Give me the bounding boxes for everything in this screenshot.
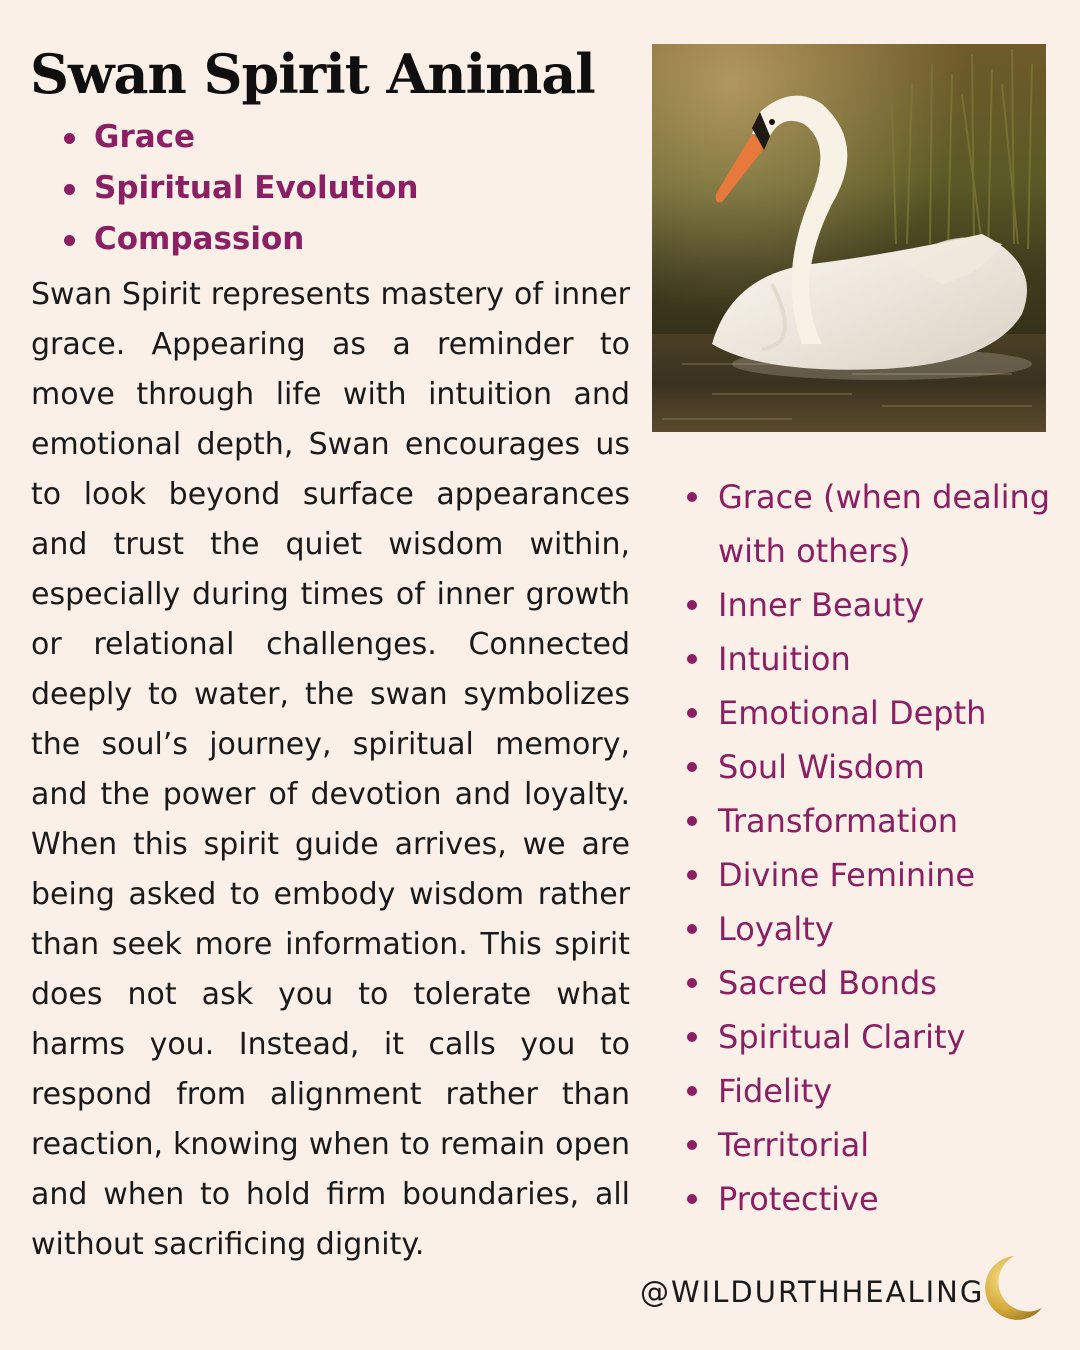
description-paragraph: Swan Spirit represents mastery of inner grace. Appearing as a reminder to move through life with intuition and emotional depth, Swan encourages us to look beyond surface appearances and trust the quiet wisdom within, especially during times of inner growth or relational challenges. Connected deeply to water, the swan symbolizes the soul’s journey, spiritual memory, and the power of devotion and loyalty. When this spirit guide arrives, we are being asked to embody wisdom rather than seek more information. This spirit does not ask you to tolerate what harms you. Instead, it calls you to respond from alignment rather than reaction, knowing when to remain open and when to hold firm boundaries, all without sacrificing dignity. [31,277,630,1262]
attribute-item: Soul Wisdom [686,740,1056,794]
attribute-item: Territorial [686,1118,1056,1172]
attribute-item: Grace (when dealing with others) [686,470,1056,578]
attribute-item: Transformation [686,794,1056,848]
attribute-item: Divine Feminine [686,848,1056,902]
attribute-item: Emotional Depth [686,686,1056,740]
attribute-item: Sacred Bonds [686,956,1056,1010]
attribute-item: Protective [686,1172,1056,1226]
attribute-item: Intuition [686,632,1056,686]
key-themes-list [62,112,418,265]
social-handle: @WILDURTHHEALING [640,1275,985,1309]
swan-photo [652,44,1046,432]
attribute-item: Loyalty [686,902,1056,956]
page-title: Swan Spirit Animal [30,42,595,106]
key-theme-item: Grace [62,112,418,163]
attribute-item: Inner Beauty [686,578,1056,632]
key-theme-item: Spiritual Evolution [62,163,418,214]
attributes-list [686,470,1056,1226]
attribute-item: Fidelity [686,1064,1056,1118]
attribute-item: Spiritual Clarity [686,1010,1056,1064]
crescent-moon-icon [974,1252,1046,1324]
key-theme-item: Compassion [62,214,418,265]
